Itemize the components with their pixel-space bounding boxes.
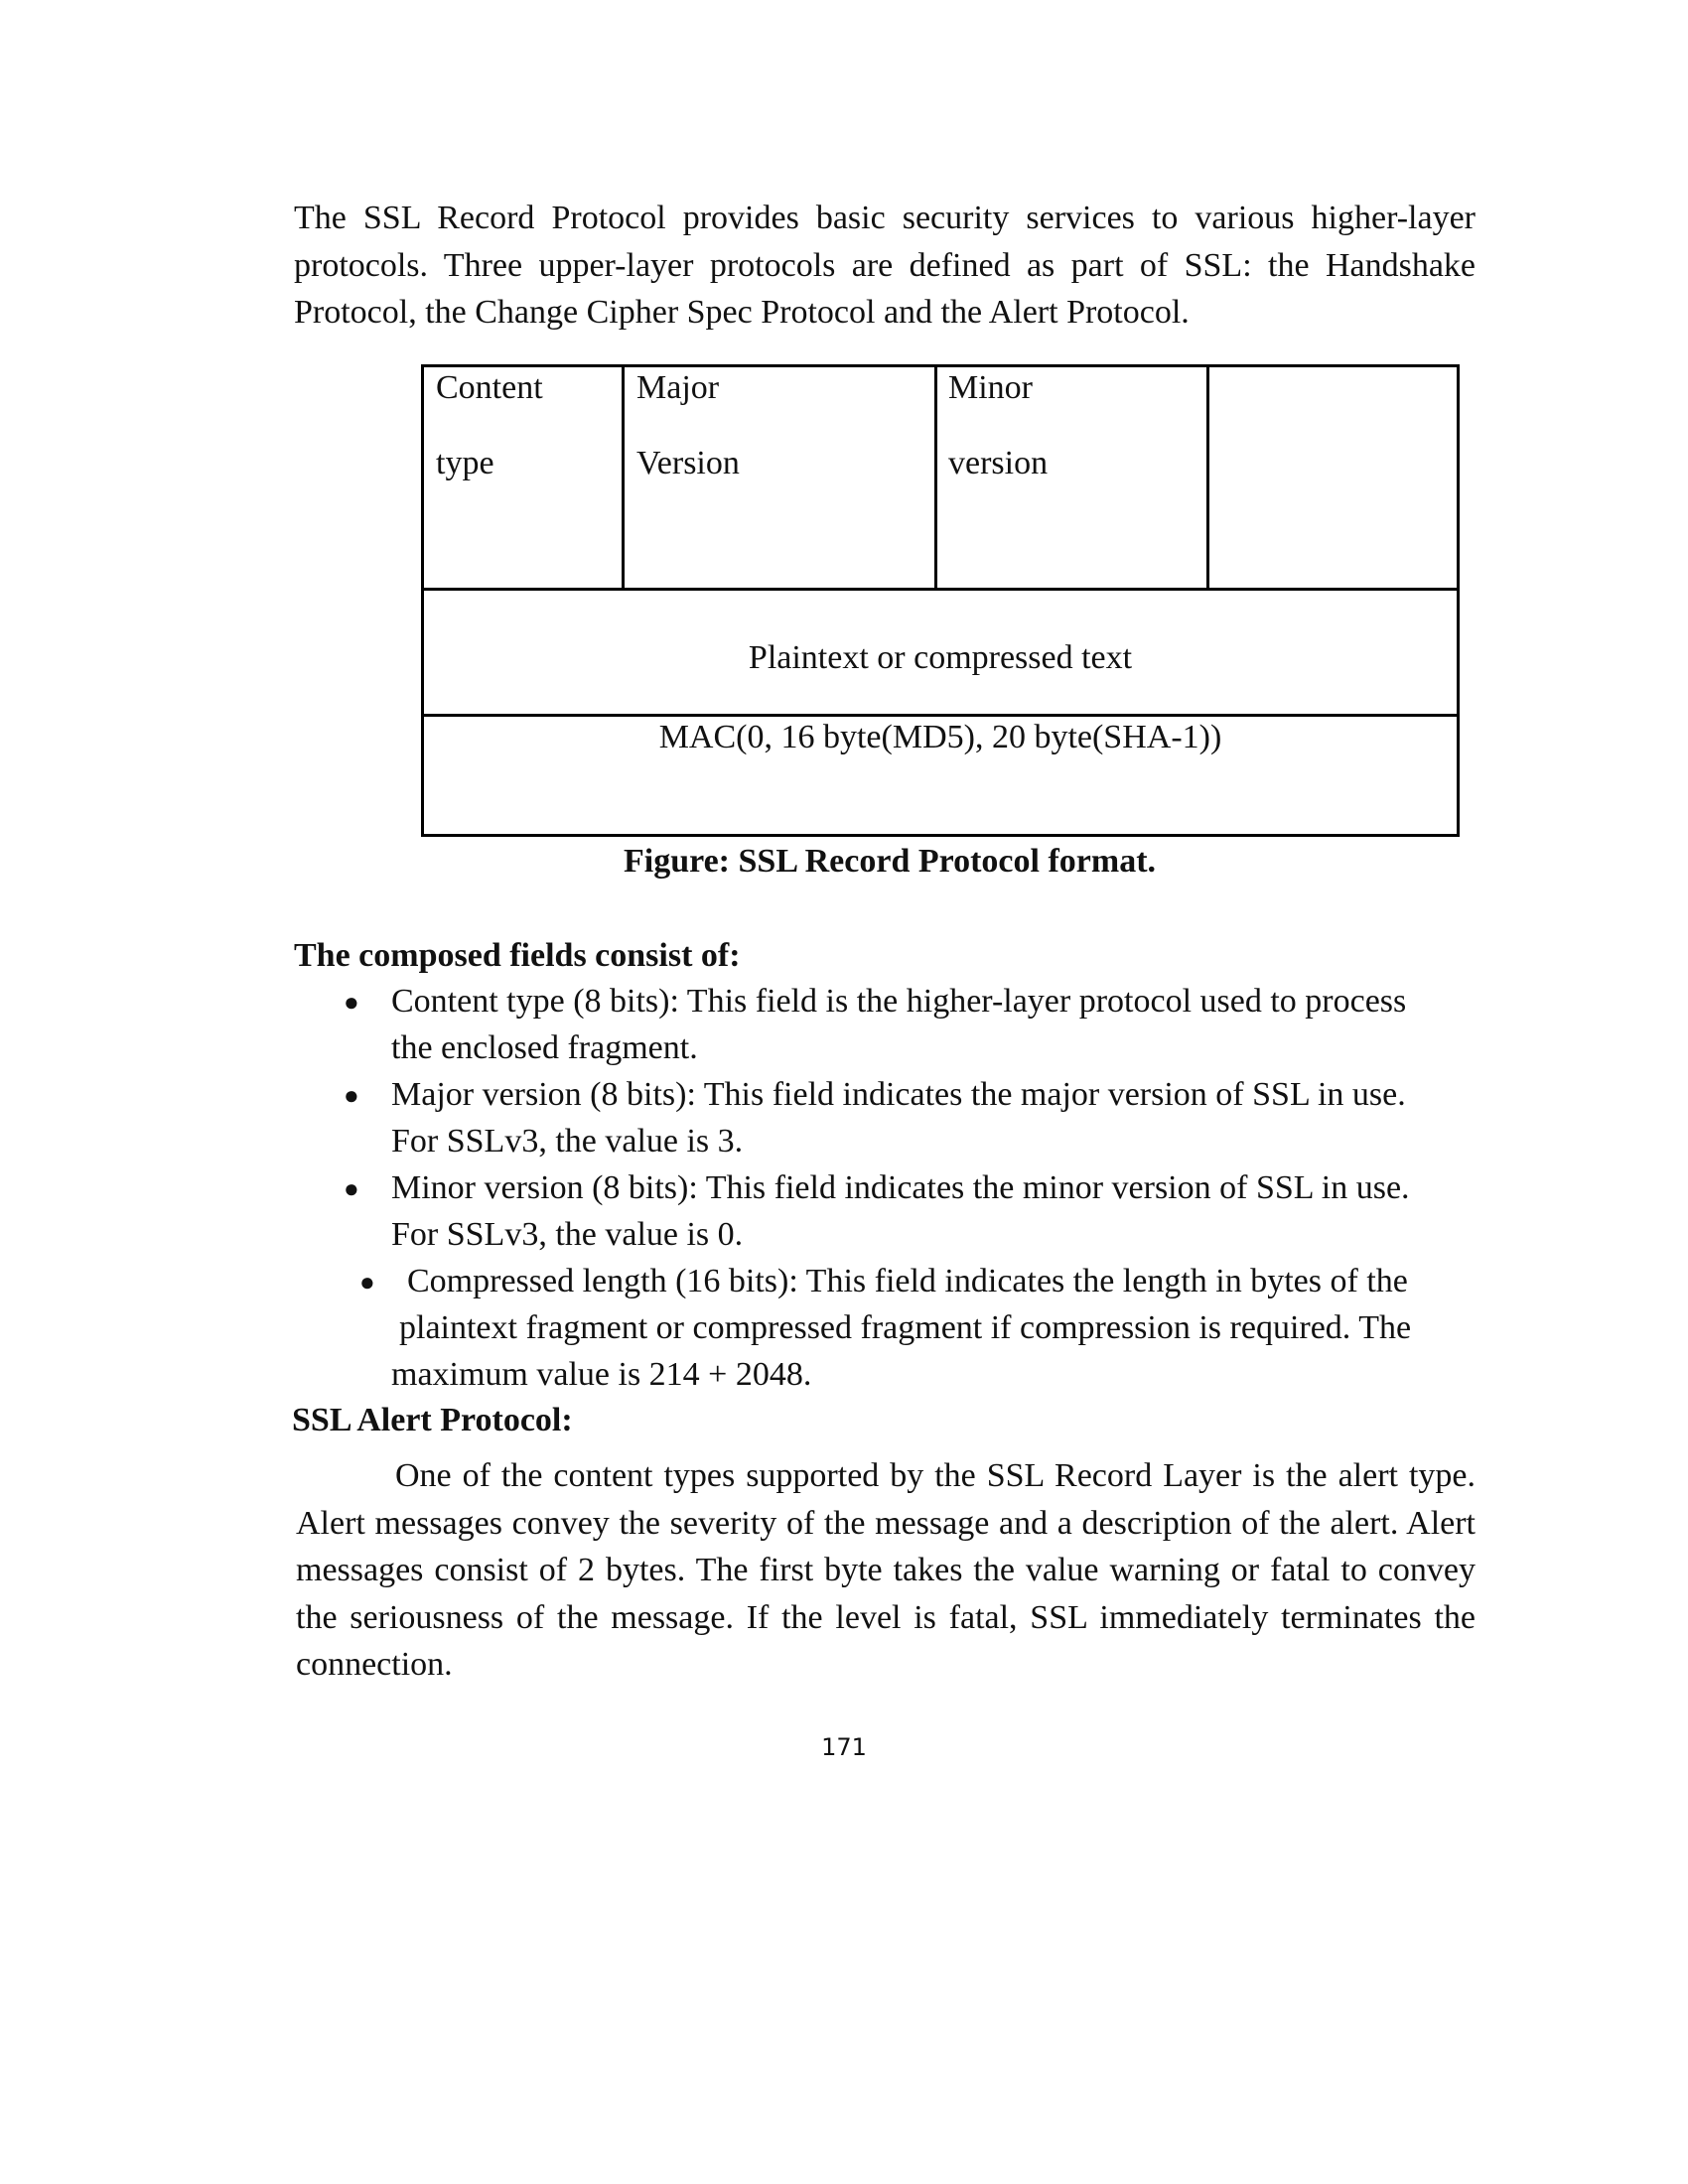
cell-content-type-line2: type bbox=[436, 445, 494, 481]
plaintext-row: Plaintext or compressed text bbox=[748, 639, 1133, 676]
page-number: 171 bbox=[821, 1733, 867, 1761]
list-item-line: Major version (8 bits): This field indicates the major version of SSL in use. bbox=[391, 1076, 1406, 1113]
mac-row: MAC(0, 16 byte(MD5), 20 byte(SHA-1)) bbox=[658, 719, 1222, 755]
fields-heading: The composed fields consist of: bbox=[294, 937, 741, 974]
row-divider-1 bbox=[424, 588, 1457, 591]
list-item-line: Compressed length (16 bits): This field indicates the length in bytes of the bbox=[407, 1263, 1408, 1299]
cell-major-version bbox=[636, 369, 740, 482]
bullet-icon: ● bbox=[344, 1174, 359, 1203]
alert-paragraph: One of the content types supported by the SSL Record Layer is the alert type. Alert messages convey the severity of the message and a description of the alert. Alert messages consist of 2 bytes. The first byte takes the value warning or fatal to convey the seriousness of the message. If the level is fatal, SSL immediately terminates the connection. bbox=[296, 1457, 1476, 1683]
header-divider-3 bbox=[1206, 367, 1209, 590]
intro-paragraph: The SSL Record Protocol provides basic security services to various higher-layer protocols. Three upper-layer protocols are defined as part of SSL: the Handshake Protocol, the Change Cipher Spec Protocol and the Alert Protocol. bbox=[294, 200, 1476, 331]
cell-major-version-line1: Major bbox=[636, 369, 720, 406]
cell-major-version-line2: Version bbox=[636, 445, 740, 481]
list-item-line: For SSLv3, the value is 0. bbox=[391, 1216, 744, 1253]
header-divider-1 bbox=[622, 367, 625, 590]
cell-content-type bbox=[436, 369, 543, 482]
list-item-line: For SSLv3, the value is 3. bbox=[391, 1123, 744, 1160]
list-item-line: maximum value is 214 + 2048. bbox=[391, 1356, 812, 1393]
cell-minor-version-line2: version bbox=[948, 445, 1049, 481]
ssl-record-format-figure bbox=[421, 364, 1460, 837]
cell-minor-version bbox=[948, 369, 1048, 482]
alert-heading: SSL Alert Protocol: bbox=[292, 1402, 573, 1438]
list-item-line: the enclosed fragment. bbox=[391, 1029, 698, 1066]
list-item-line: Content type (8 bits): This field is the higher-layer protocol used to process bbox=[391, 983, 1407, 1020]
cell-content-type-line1: Content bbox=[436, 369, 543, 406]
list-item-line: plaintext fragment or compressed fragment if compression is required. The bbox=[399, 1309, 1412, 1346]
list-item-line: Minor version (8 bits): This field indicates the minor version of SSL in use. bbox=[391, 1169, 1410, 1206]
bullet-icon: ● bbox=[359, 1268, 375, 1297]
bullet-icon: ● bbox=[344, 988, 359, 1017]
row-divider-2 bbox=[424, 714, 1457, 717]
cell-minor-version-line1: Minor bbox=[948, 369, 1033, 406]
bullet-icon: ● bbox=[344, 1081, 359, 1110]
header-divider-2 bbox=[934, 367, 937, 590]
figure-caption: Figure: SSL Record Protocol format. bbox=[623, 843, 1157, 880]
